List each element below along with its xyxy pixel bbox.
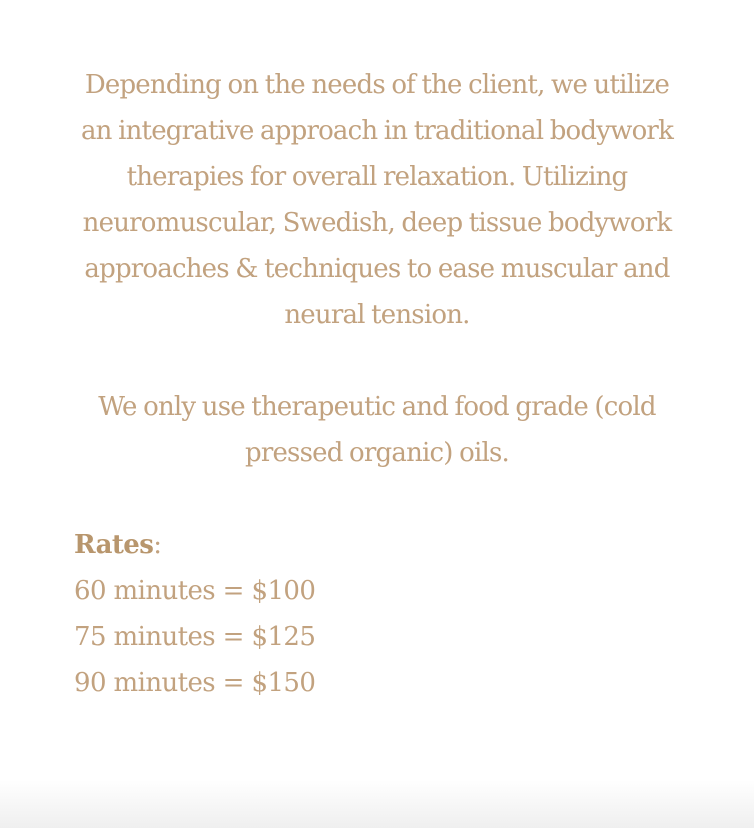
intro-paragraph: Depending on the needs of the client, we utilize an integrative approach in traditional bodywork therapies for overall relaxation. Utilizing neuromuscular, Swedish, deep tissue bodywork approaches & techniques to ease muscular and neural tension.: [80, 70, 674, 330]
rate-item-75: 75 minutes = $125: [74, 622, 316, 652]
rates-heading: Rates: [74, 530, 154, 560]
rates-section: [74, 522, 680, 706]
section-spacer: [74, 476, 680, 522]
oils-paragraph: We only use therapeutic and food grade (cold pressed organic) oils.: [98, 392, 656, 468]
rates-heading-colon: :: [153, 530, 162, 560]
services-description: [74, 62, 680, 706]
bottom-fade: [0, 780, 754, 828]
rate-item-60: 60 minutes = $100: [74, 576, 316, 606]
rate-item-90: 90 minutes = $150: [74, 668, 316, 698]
paragraph-spacer: [74, 338, 680, 384]
rates-heading-line: [74, 522, 680, 568]
